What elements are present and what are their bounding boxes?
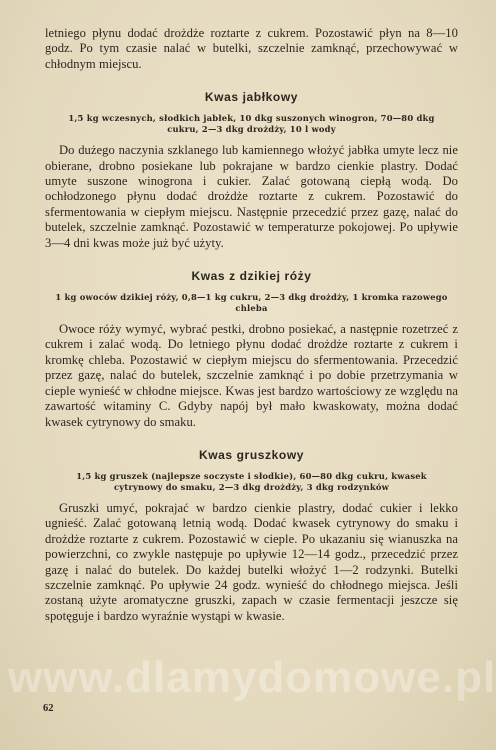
intro-paragraph: letniego płynu dodać drożdże roztarte z cukrem. Pozostawić płyn na 8—10 godz. Po tym czasie nalać w butelki, szczelnie zamknąć, przechowywać w chłodnym miejscu. — [45, 26, 458, 71]
recipe-kwas-z-dzikiej-rozy — [45, 269, 458, 430]
recipe-ingredients: 1,5 kg gruszek (najlepsze soczyste i słodkie), 60—80 dkg cukru, kwasek cytrynowy do smaku, 2—3 dkg drożdży, 3 dkg rodzynków — [76, 470, 427, 492]
recipe-ingredients: 1 kg owoców dzikiej róży, 0,8—1 kg cukru, 2—3 dkg drożdży, 1 kromka razowego chleba — [55, 292, 448, 314]
watermark: www.dlamydomowe.pl — [8, 653, 496, 702]
recipe-kwas-gruszkowy — [45, 448, 458, 624]
recipe-kwas-jablkowy — [45, 90, 458, 251]
page-number: 62 — [43, 703, 54, 714]
recipe-instructions: Gruszki umyć, pokrajać w bardzo cienkie plastry, dodać cukier i lekko ugnieść. Zalać gotowaną letnią wodą. Dodać kwasek cytrynowy do smaku i drożdże roztarte z cukrem. Pozostawić w cieple. Po ukazaniu się wianuszka na powierzchni, co zwykle następuje po upływie 12—14 godz., przecedzić przez gazę i nalać do butelek. Do każdej butelki włożyć 1—2 rodzynki. Butelki szczelnie zamknąć. Po upływie 24 godz. wynieść do chłodnego miejsca. Jeśli zostaną użyte aromatyczne gruszki, zapach w czasie fermentacji jeszcze się spotęguje i bardzo wyraźnie wystąpi w kwasie. — [45, 500, 458, 623]
recipe-title: Kwas jabłkowy — [204, 90, 299, 105]
recipe-instructions: Do dużego naczynia szklanego lub kamiennego włożyć jabłka umyte lecz nie obierane, drobno posiekane lub pokrajane w bardzo cienkie plastry. Dodać umyte suszone winogrona i cukier. Zalać gotowaną ciepłą wodą. Do ochłodzonego płynu dodać drożdże roztarte z cukrem. Pozostawić do sfermentowania w ciepłym miejscu. Następnie przecedzić przez gazę, nalać do butelek, szczelnie zamknąć. Pozostawić w temperaturze pokojowej. Po upływie 3—4 dni kwas może już być użyty. — [45, 143, 458, 250]
recipe-title: Kwas z dzikiej róży — [191, 269, 312, 284]
recipe-instructions: Owoce róży wymyć, wybrać pestki, drobno posiekać, a następnie rozetrzeć z cukrem i zalać wodą. Do letniego płynu dodać drożdże roztarte z cukrem i kromkę chleba. Pozostawić w ciepłym miejscu do sfermentowania. Przecedzić przez gazę, nalać do butelek, szczelnie zamknąć i po dobie przetrzymania w cieple wynieść w chłodne miejsce. Kwas jest bardzo wartościowy ze względu na zawartość witaminy C. Gdyby napój był mało kwaskowaty, można dodać kwasek cytrynowy do smaku. — [45, 322, 458, 429]
recipe-ingredients: 1,5 kg wczesnych, słodkich jabłek, 10 dkg suszonych winogron, 70—80 dkg cukru, 2—3 dkg drożdży, 10 l wody — [68, 113, 435, 135]
recipe-title: Kwas gruszkowy — [198, 447, 305, 462]
